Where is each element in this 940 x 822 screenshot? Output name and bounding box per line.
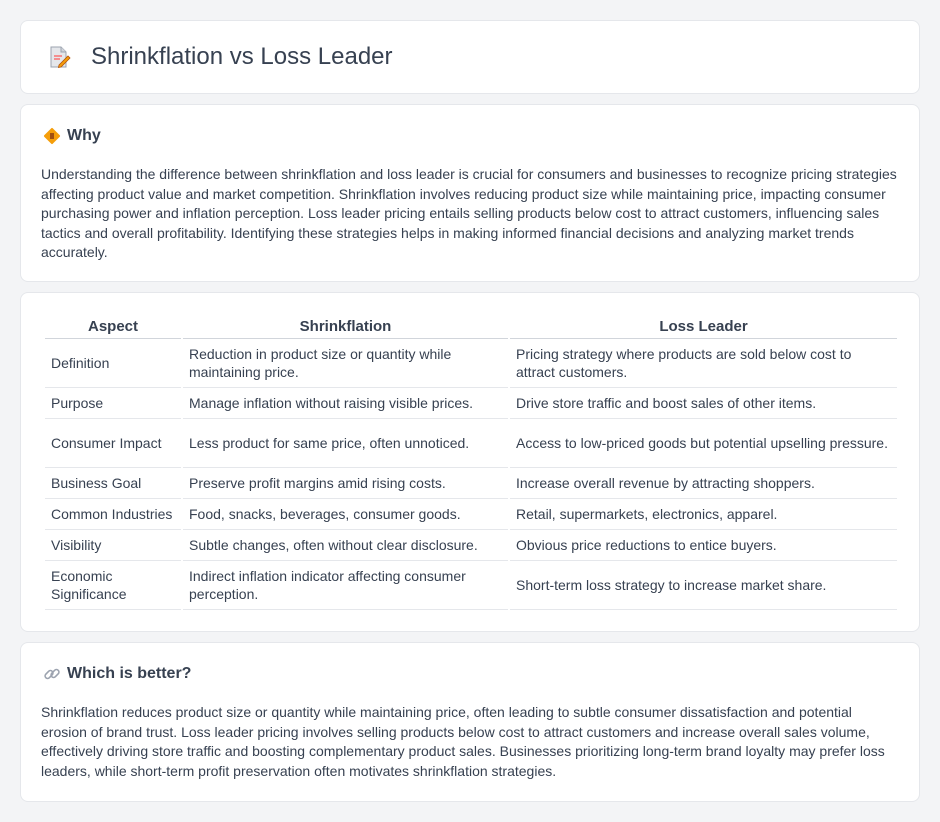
which-is-better-section	[20, 642, 920, 802]
which-is-better-title: Which is better?	[67, 665, 192, 682]
table-header-row	[45, 315, 897, 339]
page-title: Shrinkflation vs Loss Leader	[91, 43, 393, 70]
why-text: Understanding the difference between shrinkflation and loss leader is crucial for consumers and businesses to recognize pricing strategies affecting product value and market competition. Shrinkflation involves reducing product size while maintaining price, impacting consumer purchasing power and inflation perception. Loss leader pricing entails selling products below cost to attract customers, influencing sales tactics and overall profitability. Identifying these strategies helps in making informed financial decisions and analyzing market trends accurately.	[41, 166, 897, 260]
table-row	[45, 339, 897, 388]
table-row	[45, 561, 897, 610]
link-icon	[43, 665, 61, 683]
table-cell: Manage inflation without raising visible prices.	[183, 388, 508, 419]
column-header-aspect: Aspect	[45, 315, 181, 339]
table-row	[45, 530, 897, 561]
table-cell: Purpose	[45, 388, 181, 419]
why-section	[20, 104, 920, 282]
table-cell: Common Industries	[45, 499, 181, 530]
which-is-better-text: Shrinkflation reduces product size or quantity while maintaining price, often leading to subtle consumer dissatisfaction and potential erosion of brand trust. Loss leader pricing involves selling products below cost to attract customers and increase overall sales volume, effectively driving store traffic and boosting complementary product sales. Businesses prioritizing long-term brand loyalty may prefer loss leaders, while short-term profit preservation often motivates shrinkflation strategies.	[41, 704, 885, 779]
table-cell: Economic Significance	[45, 561, 181, 610]
table-cell: Visibility	[45, 530, 181, 561]
document-edit-icon	[47, 45, 71, 69]
table-cell: Business Goal	[45, 468, 181, 499]
header-card	[20, 20, 920, 94]
table-cell: Subtle changes, often without clear disclosure.	[183, 530, 508, 561]
table-cell: Drive store traffic and boost sales of other items.	[510, 388, 897, 419]
table-cell: Reduction in product size or quantity while maintaining price.	[183, 339, 508, 388]
table-cell: Preserve profit margins amid rising costs.	[183, 468, 508, 499]
comparison-table	[43, 315, 899, 610]
table-row	[45, 388, 897, 419]
table-cell: Pricing strategy where products are sold below cost to attract customers.	[510, 339, 897, 388]
table-cell: Food, snacks, beverages, consumer goods.	[183, 499, 508, 530]
table-cell: Consumer Impact	[45, 419, 181, 468]
comparison-table-card	[20, 292, 920, 632]
why-title: Why	[67, 127, 101, 144]
table-row	[45, 419, 897, 468]
table-cell: Retail, supermarkets, electronics, apparel.	[510, 499, 897, 530]
table-cell: Obvious price reductions to entice buyers.	[510, 530, 897, 561]
table-row	[45, 468, 897, 499]
diamond-sign-icon	[43, 127, 61, 145]
table-cell: Short-term loss strategy to increase market share.	[510, 561, 897, 610]
table-row	[45, 499, 897, 530]
table-cell: Access to low-priced goods but potential upselling pressure.	[510, 419, 897, 468]
column-header-loss-leader: Loss Leader	[510, 315, 897, 339]
column-header-shrinkflation: Shrinkflation	[183, 315, 508, 339]
table-cell: Indirect inflation indicator affecting consumer perception.	[183, 561, 508, 610]
table-cell: Increase overall revenue by attracting shoppers.	[510, 468, 897, 499]
table-cell: Definition	[45, 339, 181, 388]
table-cell: Less product for same price, often unnoticed.	[183, 419, 508, 468]
